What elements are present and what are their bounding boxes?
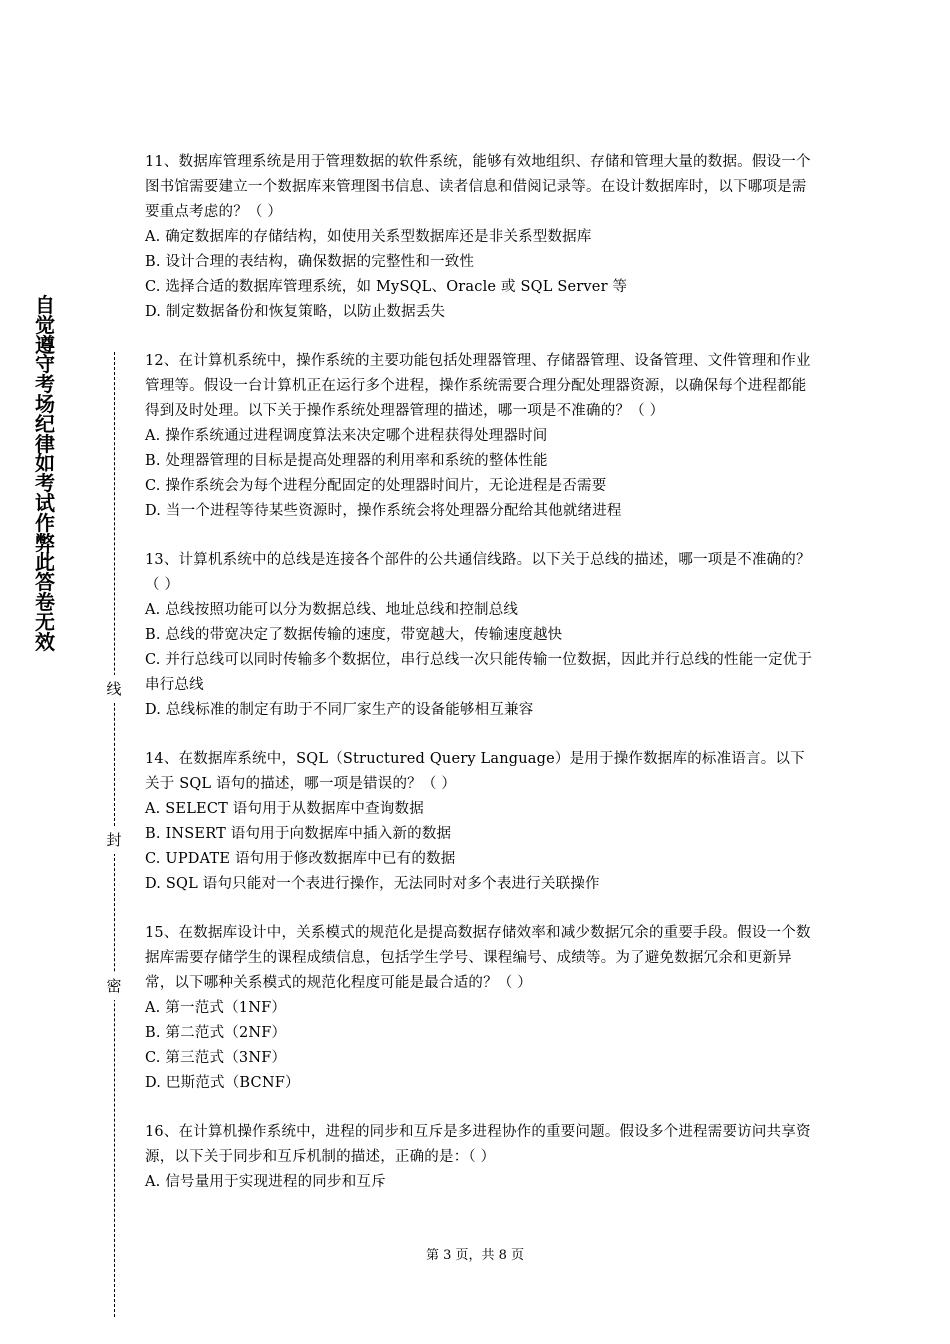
option-a: A. 操作系统通过进程调度算法来决定哪个进程获得处理器时间 (145, 428, 548, 444)
option-d: D. 总线标准的制定有助于不同厂家生产的设备能够相互兼容 (145, 702, 534, 718)
option-a: A. SELECT 语句用于从数据库中查询数据 (145, 801, 424, 817)
option-c: C. 并行总线可以同时传输多个数据位，串行总线一次只能传输一位数据，因此并行总线的性能一定优于串行总线 (145, 652, 813, 693)
option-b: B. 处理器管理的目标是提高处理器的利用率和系统的整体性能 (145, 453, 548, 469)
question-12 (145, 349, 815, 524)
option-a: A. 第一范式（1NF） (145, 1000, 287, 1016)
option-d: D. SQL 语句只能对一个表进行操作，无法同时对多个表进行关联操作 (145, 876, 600, 892)
option-c: C. UPDATE 语句用于修改数据库中已有的数据 (145, 851, 456, 867)
question-list (145, 150, 815, 1219)
option-b: B. 设计合理的表结构，确保数据的完整性和一致性 (145, 254, 475, 270)
option-b: B. INSERT 语句用于向数据库中插入新的数据 (145, 826, 452, 842)
question-stem: 13、计算机系统中的总线是连接各个部件的公共通信线路。以下关于总线的描述，哪一项是不准确的？（ ） (145, 552, 811, 593)
question-stem: 12、在计算机系统中，操作系统的主要功能包括处理器管理、存储器管理、设备管理、文件管理和作业管理等。假设一台计算机正在运行多个进程，操作系统需要合理分配处理器资源，以确保每个进程都能得到及时处理。以下关于操作系统处理器管理的描述，哪一项是不准确的？（ ） (145, 353, 811, 419)
question-14 (145, 747, 815, 897)
page-number: 第 3 页，共 8 页 (425, 1248, 525, 1263)
option-d: D. 当一个进程等待某些资源时，操作系统会将处理器分配给其他就绪进程 (145, 503, 622, 519)
option-c: C. 第三范式（3NF） (145, 1050, 287, 1066)
question-stem: 16、在计算机操作系统中，进程的同步和互斥是多进程协作的重要问题。假设多个进程需要访问共享资源，以下关于同步和互斥机制的描述，正确的是：（ ） (145, 1124, 811, 1165)
question-15 (145, 921, 815, 1096)
seal-label-line: 线 (103, 675, 125, 703)
question-stem: 11、数据库管理系统是用于管理数据的软件系统，能够有效地组织、存储和管理大量的数据。假设一个图书馆需要建立一个数据库来管理图书信息、读者信息和借阅记录等。在设计数据库时，以下哪项是需要重点考虑的？（ ） (145, 154, 811, 220)
option-a: A. 信号量用于实现进程的同步和互斥 (145, 1174, 386, 1190)
seal-label-secret: 密 (103, 972, 125, 1000)
question-13 (145, 548, 815, 723)
option-d: D. 巴斯范式（BCNF） (145, 1075, 300, 1091)
option-b: B. 总线的带宽决定了数据传输的速度，带宽越大，传输速度越快 (145, 627, 563, 643)
option-a: A. 确定数据库的存储结构，如使用关系型数据库还是非关系型数据库 (145, 229, 592, 245)
question-11 (145, 150, 815, 325)
option-c: C. 选择合适的数据库管理系统，如 MySQL、Oracle 或 SQL Server 等 (145, 279, 628, 295)
seal-label-seal: 封 (103, 826, 125, 854)
exam-discipline-warning: 自觉遵守考场纪律如考试作弊此答卷无效 (35, 293, 55, 654)
option-b: B. 第二范式（2NF） (145, 1025, 287, 1041)
option-c: C. 操作系统会为每个进程分配固定的处理器时间片，无论进程是否需要 (145, 478, 607, 494)
question-stem: 15、在数据库设计中，关系模式的规范化是提高数据存储效率和减少数据冗余的重要手段。假设一个数据库需要存储学生的课程成绩信息，包括学生学号、课程编号、成绩等。为了避免数据冗余和更新异常，以下哪种关系模式的规范化程度可能是最合适的？（ ） (145, 925, 811, 991)
option-a: A. 总线按照功能可以分为数据总线、地址总线和控制总线 (145, 602, 519, 618)
question-16 (145, 1120, 815, 1195)
question-stem: 14、在数据库系统中，SQL（Structured Query Language）是用于操作数据库的标准语言。以下关于 SQL 语句的描述，哪一项是错误的？（ ） (145, 751, 805, 792)
option-d: D. 制定数据备份和恢复策略，以防止数据丢失 (145, 304, 446, 320)
